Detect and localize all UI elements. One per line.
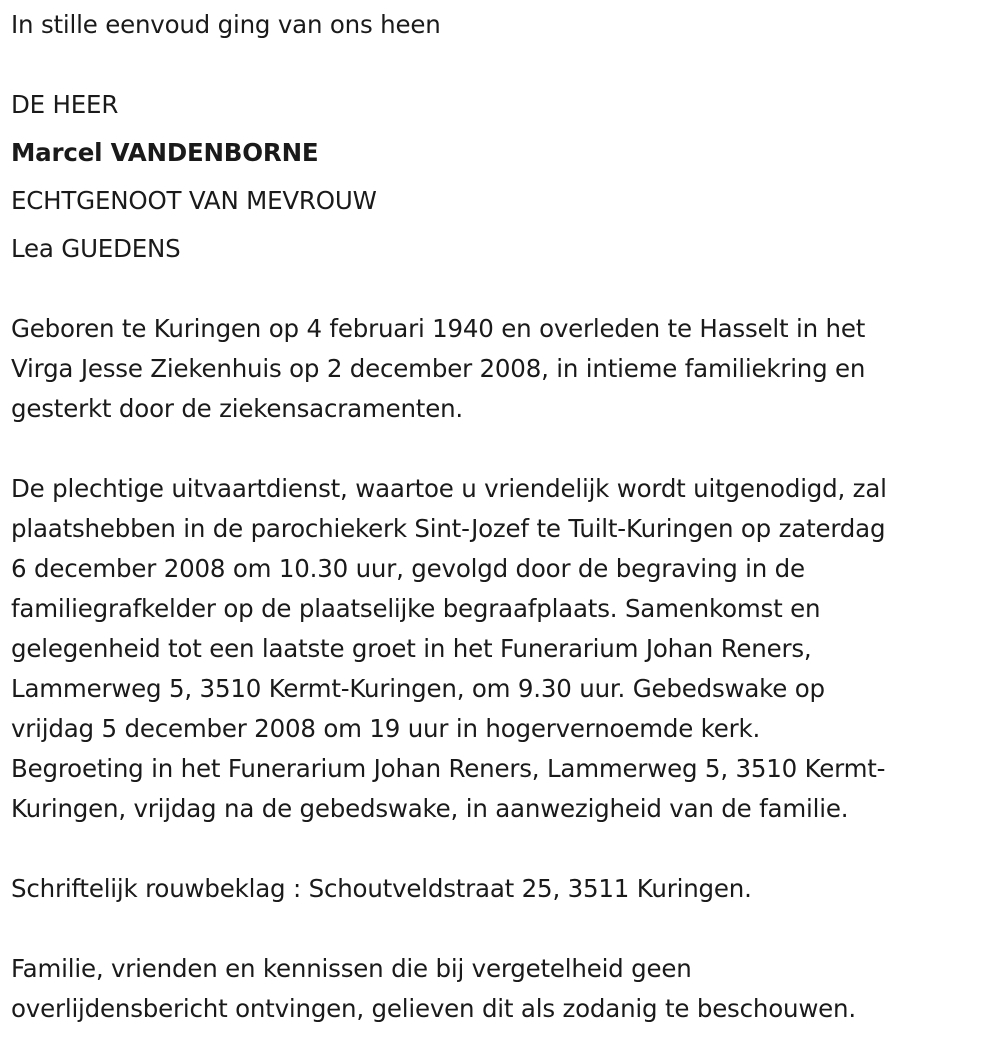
paragraph-line: Virga Jesse Ziekenhuis op 2 december 2008, in intieme familiekring en xyxy=(11,354,866,383)
paragraph-line: Geboren te Kuringen op 4 februari 1940 en overleden te Hasselt in het xyxy=(11,314,866,343)
paragraph-line: plaatshebben in de parochiekerk Sint-Jozef te Tuilt-Kuringen op zaterdag xyxy=(11,514,886,543)
paragraph-line: familiegrafkelder op de plaatselijke begraafplaats. Samenkomst en xyxy=(11,594,821,623)
notice-title: DE HEER xyxy=(11,90,119,119)
paragraph-line: vrijdag 5 december 2008 om 19 uur in hogervernoemde kerk. xyxy=(11,714,761,743)
paragraph-line: overlijdensbericht ontvingen, gelieven dit als zodanig te beschouwen. xyxy=(11,994,856,1023)
paragraph-line: De plechtige uitvaartdienst, waartoe u vriendelijk wordt uitgenodigd, zal xyxy=(11,474,887,503)
paragraph-line: Familie, vrienden en kennissen die bij vergetelheid geen xyxy=(11,954,692,983)
notice-intro: In stille eenvoud ging van ons heen xyxy=(11,10,441,39)
relation-label: ECHTGENOOT VAN MEVROUW xyxy=(11,186,377,215)
paragraph-line: 6 december 2008 om 10.30 uur, gevolgd door de begraving in de xyxy=(11,554,805,583)
paragraph-line: gesterkt door de ziekensacramenten. xyxy=(11,394,463,423)
condolence-address: Schriftelijk rouwbeklag : Schoutveldstraat 25, 3511 Kuringen. xyxy=(11,874,752,903)
paragraph-line: gelegenheid tot een laatste groet in het Funerarium Johan Reners, xyxy=(11,634,812,663)
deceased-name: Marcel VANDENBORNE xyxy=(11,138,319,167)
paragraph-line: Kuringen, vrijdag na de gebedswake, in aanwezigheid van de familie. xyxy=(11,794,849,823)
paragraph-line: Begroeting in het Funerarium Johan Reners, Lammerweg 5, 3510 Kermt- xyxy=(11,754,886,783)
paragraph-line: Lammerweg 5, 3510 Kermt-Kuringen, om 9.30 uur. Gebedswake op xyxy=(11,674,825,703)
spouse-name: Lea GUEDENS xyxy=(11,234,181,263)
